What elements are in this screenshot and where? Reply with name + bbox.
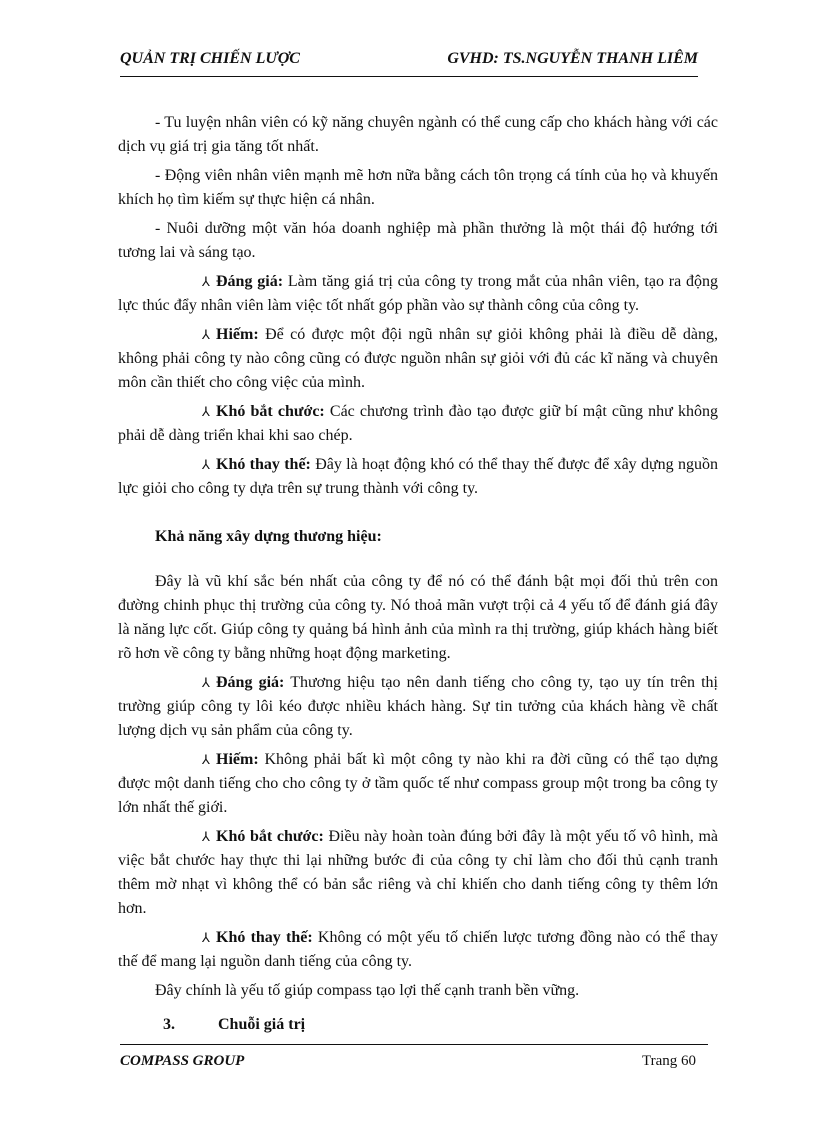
- bullet-icon: ⅄: [202, 327, 210, 342]
- bullet-label: Đáng giá:: [216, 674, 285, 691]
- bullet-text: Không có một yếu tố chiến lược tương đồng nào có thể thay thế để mang lại nguồn danh tiếng của công ty.: [118, 929, 719, 970]
- bullet-inimitable-2: [118, 825, 718, 921]
- bullet-text: Đây là hoạt động khó có thể thay thế được để xây dựng nguồn lực giỏi cho công ty dựa trên sự trung thành với công ty.: [118, 456, 718, 497]
- bullet-label: Khó bắt chước:: [216, 828, 324, 845]
- bullet-icon: ⅄: [202, 930, 210, 945]
- bullet-icon: ⅄: [202, 675, 210, 690]
- section-title: Chuỗi giá trị: [218, 1016, 306, 1033]
- paragraph-conclusion: Đây chính là yếu tố giúp compass tạo lợi thế cạnh tranh bền vững.: [155, 982, 580, 999]
- bullet-rare-1: [118, 323, 718, 395]
- bullet-label: Khó bắt chước:: [216, 403, 325, 420]
- header-course-title: QUẢN TRỊ CHIẾN LƯỢC: [120, 50, 300, 67]
- bullet-text: Các chương trình đào tạo được giữ bí mật cũng như không phải dễ dàng triển khai khi sao chép.: [118, 403, 718, 444]
- footer-rule: [120, 1044, 708, 1045]
- bullet-inimitable-1: [118, 400, 718, 448]
- bullet-icon: ⅄: [202, 752, 210, 767]
- bullet-valuable-1: [118, 270, 718, 318]
- section-number: 3.: [163, 1016, 175, 1033]
- bullet-icon: ⅄: [202, 457, 210, 472]
- paragraph-brand-intro: Đây là vũ khí sắc bén nhất của công ty để nó có thể đánh bật mọi đối thủ trên con đường chinh phục thị trường của công ty. Nó thoả mãn vượt trội cả 4 yếu tố để đánh giá đây là năng lực cốt. Giúp công ty quảng bá hình ảnh của mình ra thị trường, giúp khách hàng biết rõ hơn về công ty bằng những hoạt động marketing.: [118, 573, 718, 662]
- page-header: [120, 50, 698, 76]
- bullet-text: Điều này hoàn toàn đúng bởi đây là một yếu tố vô hình, mà việc bắt chước hay thực thi lại những bước đi của công ty chỉ làm cho đối thủ cạnh tranh thêm mờ nhạt vì không thể có bản sắc riêng và chỉ khiến cho danh tiếng công ty thêm lớn hơn.: [118, 828, 718, 917]
- page-footer: [120, 1053, 696, 1075]
- bullet-icon: ⅄: [202, 404, 210, 419]
- paragraph-motivation: - Động viên nhân viên mạnh mẽ hơn nữa bằng cách tôn trọng cá tính của họ và khuyến khích họ tìm kiếm sự thực hiện cá nhân.: [118, 167, 718, 208]
- bullet-nonsubstitutable-1: [118, 453, 718, 501]
- bullet-label: Hiếm:: [216, 751, 259, 768]
- paragraph-training: - Tu luyện nhân viên có kỹ năng chuyên ngành có thể cung cấp cho khách hàng với các dịch vụ giá trị gia tăng tốt nhất.: [118, 114, 718, 155]
- header-rule: [120, 76, 698, 77]
- document-body: [118, 111, 718, 1037]
- footer-company: COMPASS GROUP: [120, 1053, 245, 1069]
- bullet-text: Không phải bất kì một công ty nào khi ra đời cũng có thể tạo dựng được một danh tiếng cho cho công ty ở tầm quốc tế như compass group một trong ba công ty lớn nhất thế giới.: [118, 751, 718, 816]
- bullet-icon: ⅄: [202, 829, 210, 844]
- bullet-icon: ⅄: [202, 274, 210, 289]
- paragraph-culture: - Nuôi dưỡng một văn hóa doanh nghiệp mà phần thưởng là một thái độ hướng tới tương lai và sáng tạo.: [118, 220, 718, 261]
- bullet-text: Làm tăng giá trị của công ty trong mắt của nhân viên, tạo ra động lực thúc đẩy nhân viên làm việc tốt nhất góp phần vào sự thành công của công ty.: [118, 273, 718, 314]
- section-heading-value-chain: [118, 1013, 718, 1037]
- bullet-label: Khó thay thế:: [216, 456, 311, 473]
- header-instructor: GVHD: TS.NGUYỄN THANH LIÊM: [447, 50, 698, 67]
- bullet-nonsubstitutable-2: [118, 926, 718, 974]
- bullet-text: Thương hiệu tạo nên danh tiếng cho công ty, tạo uy tín trên thị trường giúp công ty lôi kéo được nhiều khách hàng. Sự tin tưởng của khách hàng về chất lượng dịch vụ sản phẩm của công ty.: [118, 674, 719, 739]
- bullet-label: Hiếm:: [216, 326, 259, 343]
- page-number: Trang 60: [641, 1053, 696, 1069]
- bullet-text: Để có được một đội ngũ nhân sự giỏi không phải là điều dễ dàng, không phải công ty nào công cũng có được nguồn nhân sự giỏi với đủ các kĩ năng và chuyên môn cần thiết cho công việc của mình.: [118, 326, 718, 391]
- bullet-valuable-2: [118, 671, 718, 743]
- bullet-label: Đáng giá:: [216, 273, 284, 290]
- section-heading-brand: Khả năng xây dựng thương hiệu:: [155, 528, 382, 545]
- bullet-rare-2: [118, 748, 718, 820]
- bullet-label: Khó thay thế:: [216, 929, 313, 946]
